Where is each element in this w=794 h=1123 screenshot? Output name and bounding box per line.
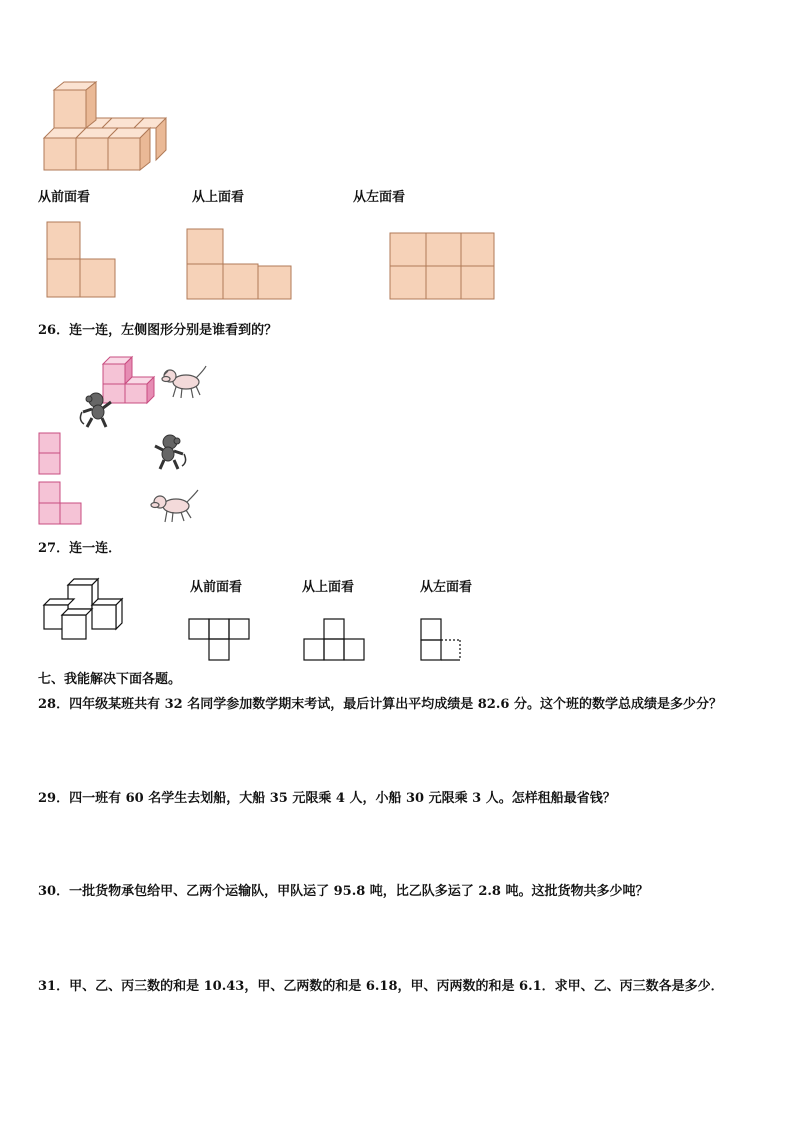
line-cube-figure (42, 575, 132, 645)
question-26: 26．连一连，左侧图形分别是谁看到的？ (38, 323, 278, 338)
q27-front-view-shape (188, 618, 258, 668)
dog-icon (160, 362, 208, 402)
top-view-shape (187, 229, 297, 304)
monkey-icon (152, 432, 192, 472)
question-30: 30．一批货物承包给甲、乙两个运输队，甲队运了 95.8 吨，比乙队多运了 2.8 吨。这批货物共多少吨？ (38, 884, 649, 899)
left-view-shape (390, 233, 500, 303)
q27-label-left: 从左面看 (420, 580, 473, 595)
section-7-heading: 七、我能解决下面各题。 (38, 672, 182, 687)
cube-stack-figure (40, 80, 170, 175)
question-31: 31．甲、乙、丙三数的和是 10.43，甲、乙两数的和是 6.18，甲、丙两数的和是 6.1．求甲、乙、丙三数各是多少． (38, 979, 724, 994)
pink-l-shape-view (38, 481, 88, 529)
question-27: 27．连一连． (38, 541, 122, 556)
pink-two-squares-view (38, 432, 68, 477)
q27-left-view-shape (420, 618, 470, 668)
label-top-view: 从上面看 (192, 190, 245, 205)
monkey-icon (78, 390, 118, 430)
front-view-shape (47, 222, 127, 302)
q27-top-view-shape (303, 618, 373, 668)
label-front-view: 从前面看 (38, 190, 91, 205)
dog-icon (150, 488, 200, 528)
question-28: 28．四年级某班共有 32 名同学参加数学期末考试，最后计算出平均成绩是 82.6 分。这个班的数学总成绩是多少分？ (38, 697, 722, 712)
q27-label-front: 从前面看 (190, 580, 243, 595)
label-left-view: 从左面看 (353, 190, 406, 205)
question-29: 29．四一班有 60 名学生去划船，大船 35 元限乘 4 人，小船 30 元限乘 3 人。怎样租船最省钱？ (38, 791, 616, 806)
q27-label-top: 从上面看 (302, 580, 355, 595)
